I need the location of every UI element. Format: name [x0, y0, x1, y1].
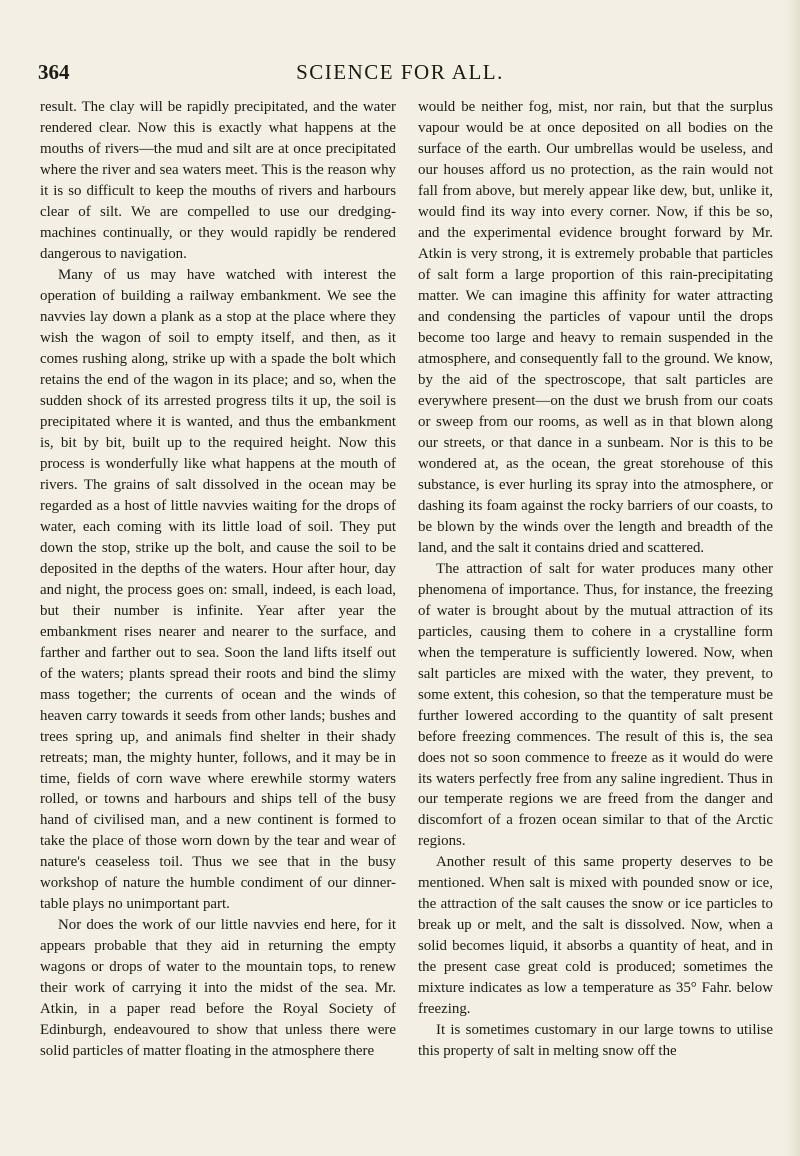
- paragraph: result. The clay will be rapidly precipitated, and the water rendered clear. Now this is exactly what happens at the mouths of rivers—the mud and silt are at once precipitated where the river and sea waters meet. This is the reason why it is so difficult to keep the mouths of rivers and harbours clear of silt. We are compelled to use our dredging-machines continually, or they would rapidly be rendered dangerous to navigation.: [40, 99, 396, 262]
- page-number: 364: [38, 60, 70, 84]
- paragraph: It is sometimes customary in our large towns to utilise this property of salt in melting snow off the: [418, 1022, 773, 1060]
- paragraph: The attraction of salt for water produces many other phenomena of importance. Thus, for instance, the freezing of water is brought about by the mutual attraction of its particles, causing them to cohere in a crystalline form when the temperature is sufficiently lowered. Now, when salt particles are mixed with the water, they prevent, to some extent, this cohesion, so that the temperature must be further lowered according to the quantity of salt present before freezing commences. The result of this is, the sea does not so soon commence to freeze as it would do were its waters perfectly free from any saline ingredient. Thus in our temperate regions we are freed from the danger and discomfort of a frozen ocean similar to that of the Arctic regions.: [418, 560, 773, 850]
- paragraph: Another result of this same property deserves to be mentioned. When salt is mixed with pounded snow or ice, the attraction of the salt causes the snow or ice particles to break up or melt, and the salt is dissolved. Now, when a solid becomes liquid, it absorbs a quantity of heat, and in the present case great cold is produced; sometimes the mixture indicates as low a temperature as 35° Fahr. below freezing.: [418, 854, 773, 1018]
- running-title: SCIENCE FOR ALL.: [296, 60, 504, 84]
- left-column: [40, 97, 396, 1062]
- page-edge-shadow: [786, 0, 800, 1156]
- paragraph: Many of us may have watched with interest the operation of building a railway embankment. We see the navvies lay down a plank as a stop at the place where they wish the wagon of soil to empty itself, and then, as it comes rushing along, strike up with a spade the bolt which retains the end of the wagon in its place; and so, when the sudden shock of its arrested progress tilts it up, the soil is precipitated where it is wanted, and thus the embankment is, bit by bit, built up to the required height. Now this process is wonderfully like what happens at the mouth of rivers. The grains of salt dissolved in the ocean may be regarded as a host of little navvies waiting for the drops of water, each coming with its little load of soil. They put down the stop, strike up the bolt, and cause the soil to be deposited in the depths of the waters. Hour after hour, day and night, the process goes on: small, indeed, is each load, but their number is infinite. Year after year the embankment rises nearer and nearer to the surface, and farther and farther out to sea. Soon the land lifts itself out of the waters; plants spread their roots and bind the slimy mass together; the currents of ocean and the winds of heaven carry towards it seeds from other lands; bushes and trees spring up, and animals find shelter in their shady retreats; man, the mighty hunter, follows, and it may be in time, fields of corn wave where erewhile stormy waters rolled, or towns and harbours and ships tell of the busy hand of civilised man, and a new continent is formed to take the place of those worn down by the tear and wear of nature's ceaseless toil. Thus we see that in the busy workshop of nature the humble condiment of our dinner-table plays no unimportant part.: [40, 266, 396, 913]
- paragraph: Nor does the work of our little navvies end here, for it appears probable that they aid in returning the empty wagons or drops of water to the mountain tops, to renew their work of carrying it into the midst of the sea. Mr. Atkin, in a paper read before the Royal Society of Edinburgh, endeavoured to show that unless there were solid particles of matter floating in the atmosphere there: [40, 917, 396, 1060]
- right-column: [418, 97, 773, 1062]
- paragraph: would be neither fog, mist, nor rain, but that the surplus vapour would be at once deposited on all bodies on the surface of the earth. Our umbrellas would be useless, and our houses afford us no protection, as the rain would not fall from above, but merely appear like dew, but, unlike it, would find its way into every corner. Now, if this be so, and the experimental evidence brought forward by Mr. Atkin is very strong, it is extremely probable that particles of salt form a large proportion of this rain-precipitating matter. We can imagine this affinity for water attracting and condensing the particles of vapour until the drops become too large and heavy to remain suspended in the atmosphere, and consequently fall to the ground. We know, by the aid of the spectroscope, that salt particles are everywhere present—on the dust we brush from our coats or sweep from our rooms, as well as in that blown along our streets, or that dance in a sunbeam. Nor is this to be wondered at, as the ocean, the great storehouse of this substance, is ever hurling its spray into the atmosphere, or dashing its foam against the rocky barriers of our coasts, to be blown by the winds over the length and breadth of the land, and the salt it contains dried and scattered.: [418, 99, 773, 556]
- page-header: [34, 58, 766, 92]
